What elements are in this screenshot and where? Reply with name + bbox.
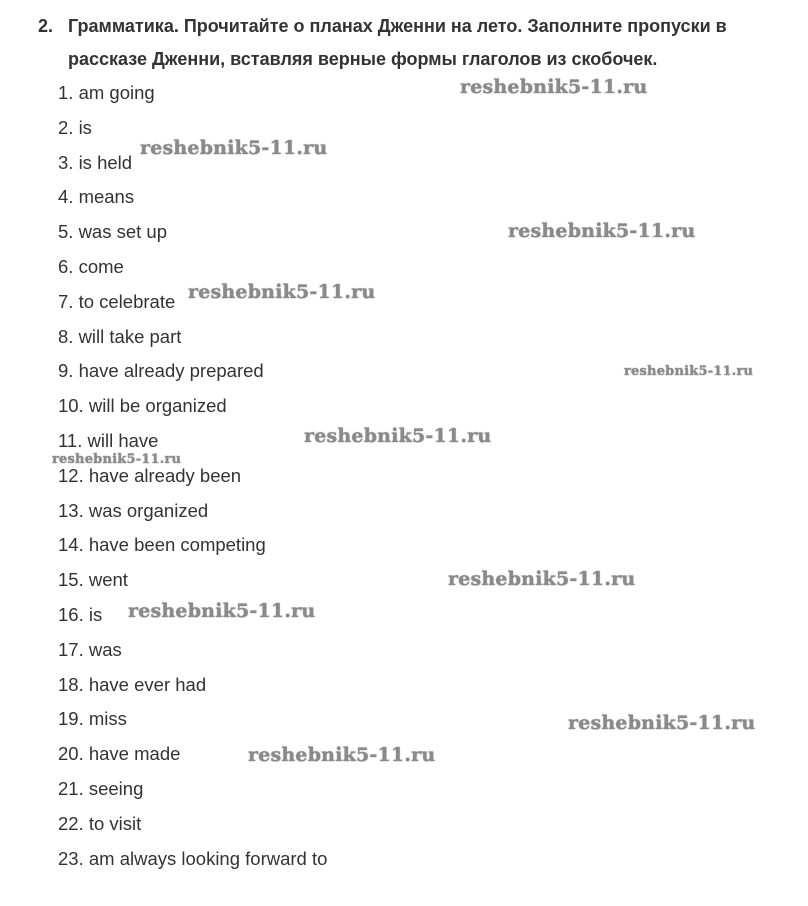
watermark: reshebnik5-11.ru: [508, 220, 696, 242]
answer-item-16: 16. is: [58, 603, 103, 625]
answer-item-4: 4. means: [58, 186, 135, 208]
answer-item-12: 12. have already been: [58, 464, 242, 486]
answer-item-8: 8. will take part: [58, 325, 182, 347]
answer-item-19: 19. miss: [58, 708, 127, 730]
watermark: reshebnik5-11.ru: [568, 712, 756, 734]
task-header: [38, 10, 803, 76]
answer-item-22: 22. to visit: [58, 812, 142, 834]
answer-item-20: 20. have made: [58, 743, 181, 765]
watermark: reshebnik5-11.ru: [128, 600, 316, 622]
answer-item-5: 5. was set up: [58, 221, 168, 243]
answer-item-21: 21. seeing: [58, 777, 144, 799]
answer-item-13: 13. was organized: [58, 499, 209, 521]
task-number: 2.: [38, 16, 54, 36]
answer-item-23: 23. am always looking forward to: [58, 847, 328, 869]
watermark: reshebnik5-11.ru: [140, 137, 328, 159]
answer-item-2: 2. is: [58, 116, 92, 138]
answer-item-7: 7. to celebrate: [58, 290, 176, 312]
answer-item-18: 18. have ever had: [58, 673, 207, 695]
answer-item-10: 10. will be organized: [58, 395, 227, 417]
watermark: reshebnik5-11.ru: [304, 425, 492, 447]
watermark: reshebnik5-11.ru: [448, 568, 636, 590]
watermark: reshebnik5-11.ru: [460, 76, 648, 98]
answer-item-11: 11. will have: [58, 429, 159, 451]
watermark: reshebnik5-11.ru: [188, 281, 376, 303]
watermark: reshebnik5-11.ru: [248, 744, 436, 766]
answer-item-14: 14. have been competing: [58, 534, 266, 556]
answer-item-17: 17. was: [58, 638, 122, 660]
watermark: reshebnik5-11.ru: [624, 364, 754, 379]
answer-item-9: 9. have already prepared: [58, 360, 264, 382]
watermark: reshebnik5-11.ru: [52, 452, 182, 467]
answer-item-3: 3. is held: [58, 151, 133, 173]
answer-item-1: 1. am going: [58, 82, 155, 103]
answer-item-6: 6. come: [58, 255, 124, 277]
task-instruction: Грамматика. Прочитайте о планах Дженни на лето. Заполните пропуски в рассказе Дженни, вставляя верные формы глаголов из скобочек.: [68, 16, 727, 69]
answer-item-15: 15. went: [58, 569, 128, 591]
